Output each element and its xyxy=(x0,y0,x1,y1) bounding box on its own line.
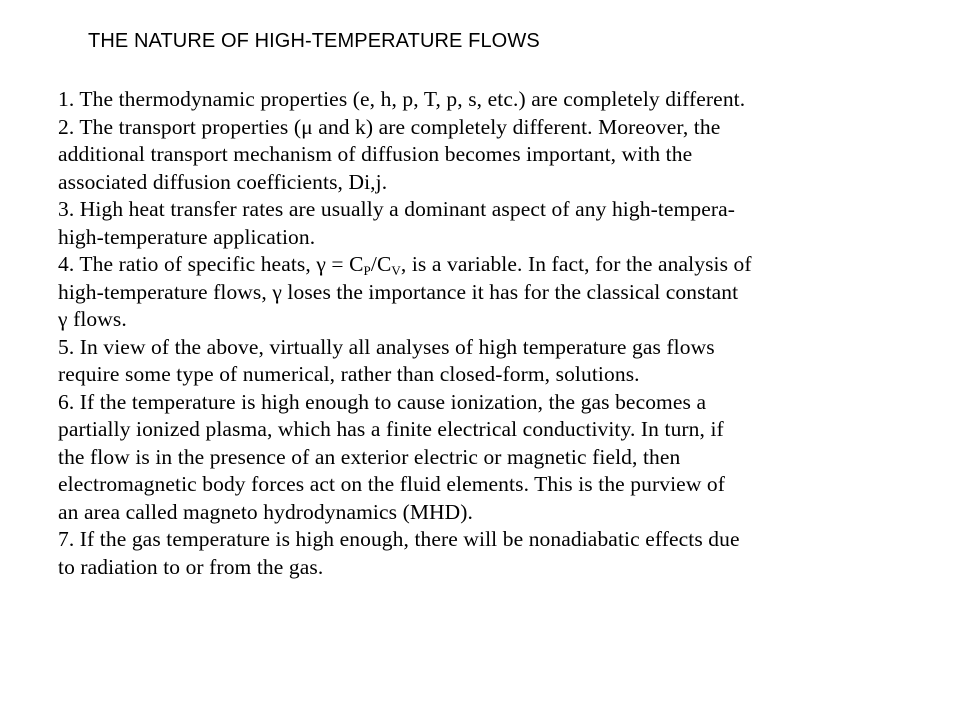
point-2-line-2: additional transport mechanism of diffusion becomes important, with the xyxy=(58,142,693,166)
point-6-line-5: an area called magneto hydrodynamics (MHD). xyxy=(58,499,474,524)
point-4-text-c: , is a variable. In fact, for the analysis of xyxy=(400,252,752,276)
point-5-line-1: 5. In view of the above, virtually all analyses of high temperature gas flows xyxy=(58,334,715,359)
point-6-line-1: 6. If the temperature is high enough to cause ionization, the gas becomes a xyxy=(58,389,707,414)
body-text xyxy=(58,86,938,581)
point-5-line-2: require some type of numerical, rather than closed-form, solutions. xyxy=(58,362,640,386)
point-3-line-2: high-temperature application. xyxy=(58,224,316,249)
point-6-line-3: the flow is in the presence of an exterior electric or magnetic field, then xyxy=(58,444,681,469)
point-1-line-1: 1. The thermodynamic properties (e, h, p, T, p, s, etc.) are completely different. xyxy=(58,87,746,111)
point-2-line-3: associated diffusion coefficients, Di,j. xyxy=(58,169,388,194)
point-4-text-a: 4. The ratio of specific heats, γ = C xyxy=(58,252,364,276)
slide-title: THE NATURE OF HIGH-TEMPERATURE FLOWS xyxy=(88,30,540,52)
point-7-line-2: to radiation to or from the gas. xyxy=(58,554,324,579)
point-4-line-1 xyxy=(58,251,938,279)
cp-subscript: P xyxy=(363,263,371,278)
cv-subscript: V xyxy=(391,263,401,278)
point-7-line-1: 7. If the gas temperature is high enough, there will be nonadiabatic effects due xyxy=(58,527,740,551)
point-6-line-2: partially ionized plasma, which has a finite electrical conductivity. In turn, if xyxy=(58,417,724,441)
point-4-line-2: high-temperature flows, γ loses the importance it has for the classical constant xyxy=(58,279,739,304)
point-2-line-1: 2. The transport properties (μ and k) are completely different. Moreover, the xyxy=(58,114,721,139)
point-6-line-4: electromagnetic body forces act on the fluid elements. This is the purview of xyxy=(58,472,726,496)
point-4-line-3: γ flows. xyxy=(58,307,127,331)
point-3-line-1: 3. High heat transfer rates are usually a dominant aspect of any high-tempera- xyxy=(58,197,736,221)
point-4-text-b: /C xyxy=(370,252,392,276)
